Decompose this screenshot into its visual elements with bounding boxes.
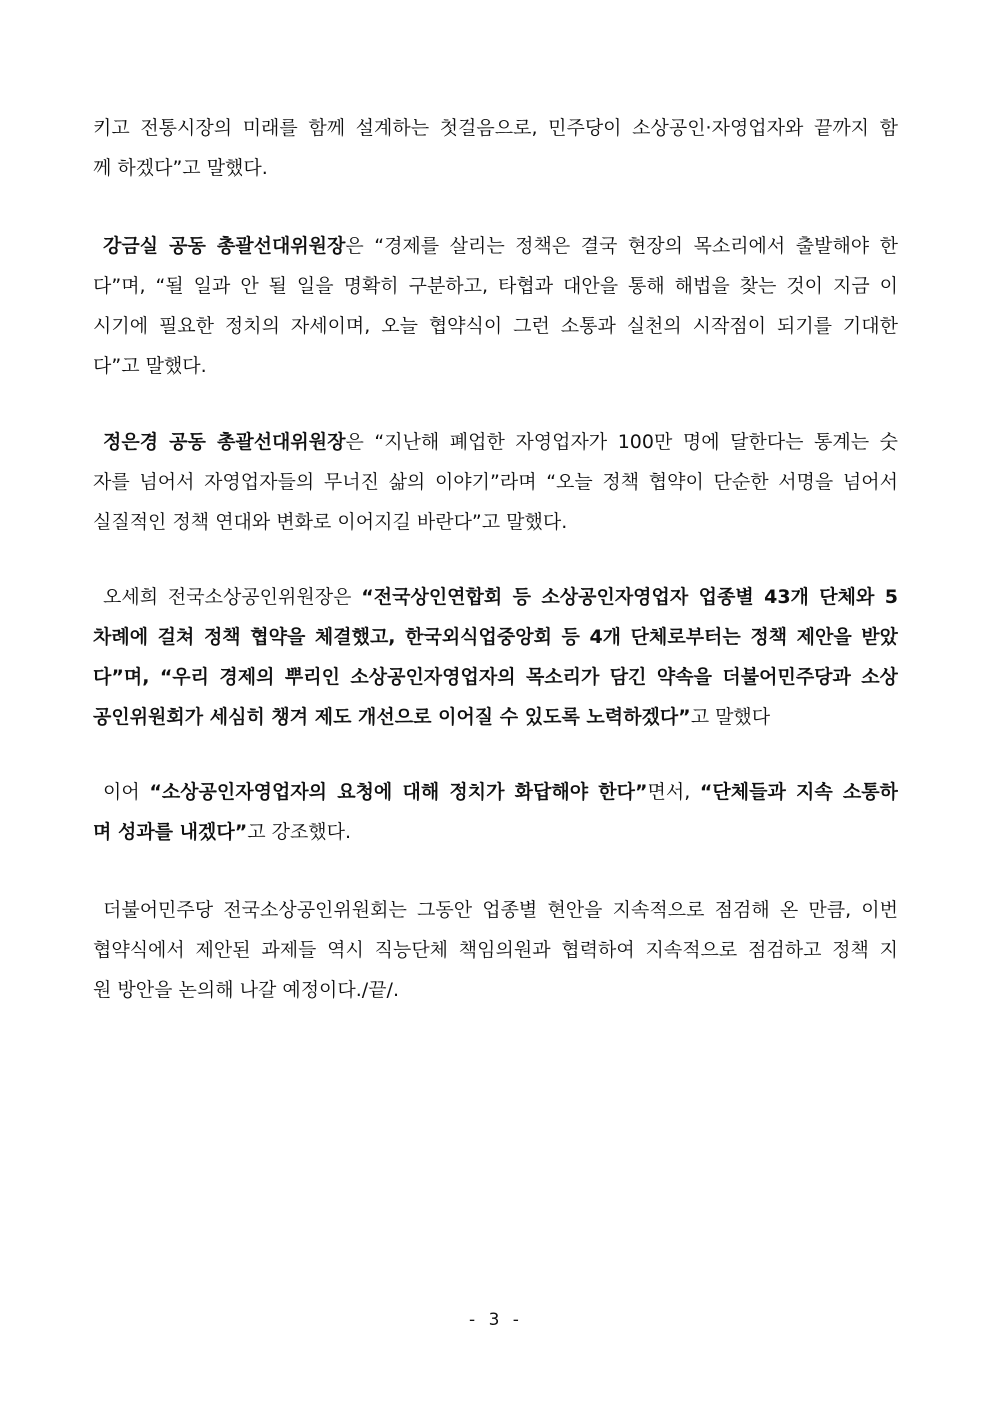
text-line <box>93 226 898 266</box>
text-line <box>93 697 898 737</box>
paragraph-kang-geumsil <box>93 226 898 386</box>
bold-text-segment: “전국상인연합회 등 소상공인자영업자 업종별 43개 단체와 5 <box>361 586 898 608</box>
text-line <box>93 930 898 970</box>
text-line <box>93 772 898 812</box>
text-segment: 면서, <box>647 781 700 803</box>
text-segment: 다”고 말했다. <box>93 355 207 377</box>
text-line <box>93 422 898 462</box>
text-line <box>93 577 898 617</box>
paragraph-jung-eunkyeong <box>93 422 898 542</box>
text-segment: 은 “지난해 폐업한 자영업자가 100만 명에 달한다는 통계는 숫 <box>345 431 898 453</box>
text-segment: 더불어민주당 전국소상공인위원회는 그동안 업종별 현안을 지속적으로 점검해 온 만큼, 이번 <box>103 899 898 921</box>
text-line <box>93 657 898 697</box>
text-line <box>93 346 898 386</box>
paragraph-continued-remarks <box>93 772 898 852</box>
bold-text-segment: 강금실 공동 총괄선대위원장 <box>103 235 346 257</box>
text-line <box>93 462 898 502</box>
text-segment: 실질적인 정책 연대와 변화로 이어지길 바란다”고 말했다. <box>93 511 568 533</box>
text-segment: 키고 전통시장의 미래를 함께 설계하는 첫걸음으로, 민주당이 소상공인·자영업자와 끝까지 함 <box>93 117 898 139</box>
text-segment: 협약식에서 제안된 과제들 역시 직능단체 책임의원과 협력하여 지속적으로 점검하고 정책 지 <box>93 939 898 961</box>
bold-text-segment: 다”며, “우리 경제의 뿌리인 소상공인자영업자의 목소리가 담긴 약속을 더불어민주당과 소상 <box>93 666 898 688</box>
text-line <box>93 148 898 188</box>
text-segment: 께 하겠다”고 말했다. <box>93 157 268 179</box>
bold-text-segment: “소상공인자영업자의 요청에 대해 정치가 화답해야 한다” <box>149 781 648 803</box>
text-segment: 고 말했다 <box>690 706 771 728</box>
text-line <box>93 502 898 542</box>
text-segment: 자를 넘어서 자영업자들의 무너진 삶의 이야기”라며 “오늘 정책 협약이 단순한 서명을 넘어서 <box>93 471 898 493</box>
bold-text-segment: 공인위원회가 세심히 챙겨 제도 개선으로 이어질 수 있도록 노력하겠다” <box>93 706 691 728</box>
text-line <box>93 266 898 306</box>
bold-text-segment: 정은경 공동 총괄선대위원장 <box>103 431 346 453</box>
page-number: - 3 - <box>469 1310 523 1330</box>
text-line <box>93 812 898 852</box>
text-segment: 원 방안을 논의해 나갈 예정이다./끝/. <box>93 979 399 1001</box>
bold-text-segment: 차례에 걸쳐 정책 협약을 체결했고, 한국외식업중앙회 등 4개 단체로부터는 정책 제안을 받았 <box>93 626 898 648</box>
bold-text-segment: 며 성과를 내겠다” <box>93 821 248 843</box>
text-line <box>93 108 898 148</box>
text-segment: 오세희 전국소상공인위원장은 <box>103 586 362 608</box>
bold-text-segment: “단체들과 지속 소통하 <box>699 781 898 803</box>
paragraph-committee-plan <box>93 890 898 1010</box>
text-segment: 고 강조했다. <box>247 821 352 843</box>
text-line <box>93 306 898 346</box>
text-segment: 시기에 필요한 정치의 자세이며, 오늘 협약식이 그런 소통과 실천의 시작점이 되기를 기대한 <box>93 315 898 337</box>
text-line <box>93 617 898 657</box>
paragraph-oh-sehee <box>93 577 898 737</box>
text-segment: 은 “경제를 살리는 정책은 결국 현장의 목소리에서 출발해야 한 <box>345 235 898 257</box>
text-segment: 다”며, “될 일과 안 될 일을 명확히 구분하고, 타협과 대안을 통해 해법을 찾는 것이 지금 이 <box>93 275 898 297</box>
text-segment: 이어 <box>103 781 150 803</box>
text-line <box>93 890 898 930</box>
text-line <box>93 970 898 1010</box>
paragraph-closing-remarks <box>93 108 898 188</box>
